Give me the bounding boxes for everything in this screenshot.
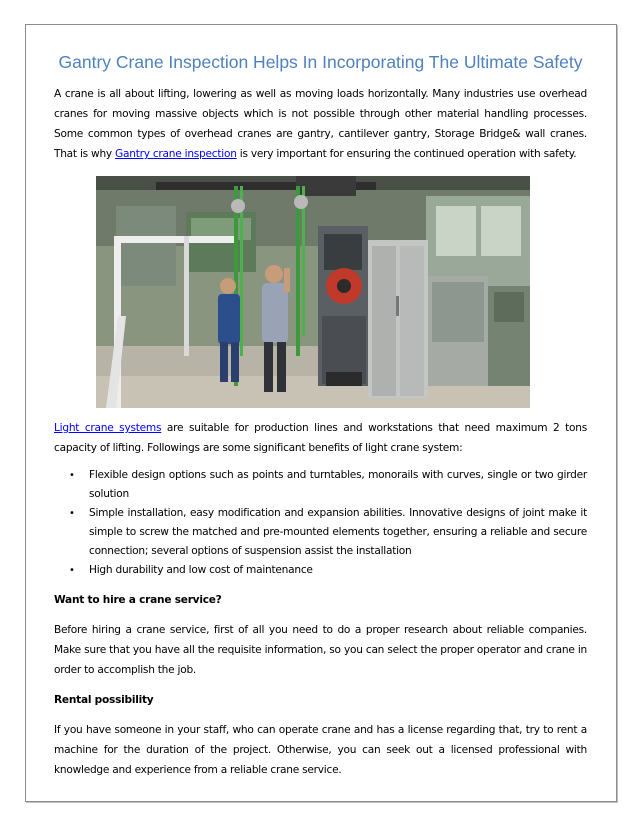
light-crane-paragraph (54, 418, 587, 458)
rental-paragraph: If you have someone in your staff, who can operate crane and has a license regarding that, try to rent a machine for the duration of the project. Otherwise, you can seek out a licensed professional with knowledge and experience from a reliable crane service. (54, 724, 587, 776)
intro-text: A crane is all about lifting, lowering as well as moving loads horizontally. Many industries use overhead cranes for moving massive objects which is not possible through other material handling processes. Some common types of overhead cranes are gantry, cantilever gantry, Storage Bridge& wall cranes. That is why (54, 88, 587, 160)
page-title: Gantry Crane Inspection Helps In Incorporating The Ultimate Safety (58, 52, 583, 72)
light-crane-systems-link[interactable]: Light crane systems (54, 422, 162, 434)
crane-workshop-photo (96, 176, 530, 408)
bullet-icon: • (69, 565, 75, 576)
list-item (54, 504, 587, 561)
list-item (54, 561, 587, 580)
bullet-icon: • (69, 470, 75, 481)
hire-paragraph: Before hiring a crane service, first of all you need to do a proper research about reliable companies. Make sure that you have all the requisite information, so you can select the proper operator and crane in order to accomplish the job. (54, 624, 587, 676)
light-crane-text: are suitable for production lines and workstations that need maximum 2 tons capacity of lifting. Followings are some significant benefits of light crane system: (54, 422, 587, 454)
document-body (54, 50, 587, 780)
bullet-icon: • (69, 508, 75, 519)
crane-workshop-illustration (96, 176, 530, 408)
list-item-text: Flexible design options such as points and turntables, monorails with curves, single or two girder solution (89, 469, 587, 500)
rental-heading: Rental possibility (54, 694, 154, 706)
intro-text-end: is very important for ensuring the continued operation with safety. (236, 148, 577, 160)
list-item-text: Simple installation, easy modification and expansion abilities. Innovative designs of joint make it simple to screw the matched and pre-mounted elements together, ensuring a reliable and secure connection; several options of suspension assist the installation (89, 507, 587, 557)
intro-paragraph (54, 84, 587, 164)
list-item-text: High durability and low cost of maintenance (89, 564, 313, 576)
gantry-crane-inspection-link[interactable]: Gantry crane inspection (115, 148, 237, 160)
list-item (54, 466, 587, 504)
hire-heading: Want to hire a crane service? (54, 594, 222, 606)
benefits-list (54, 466, 587, 580)
